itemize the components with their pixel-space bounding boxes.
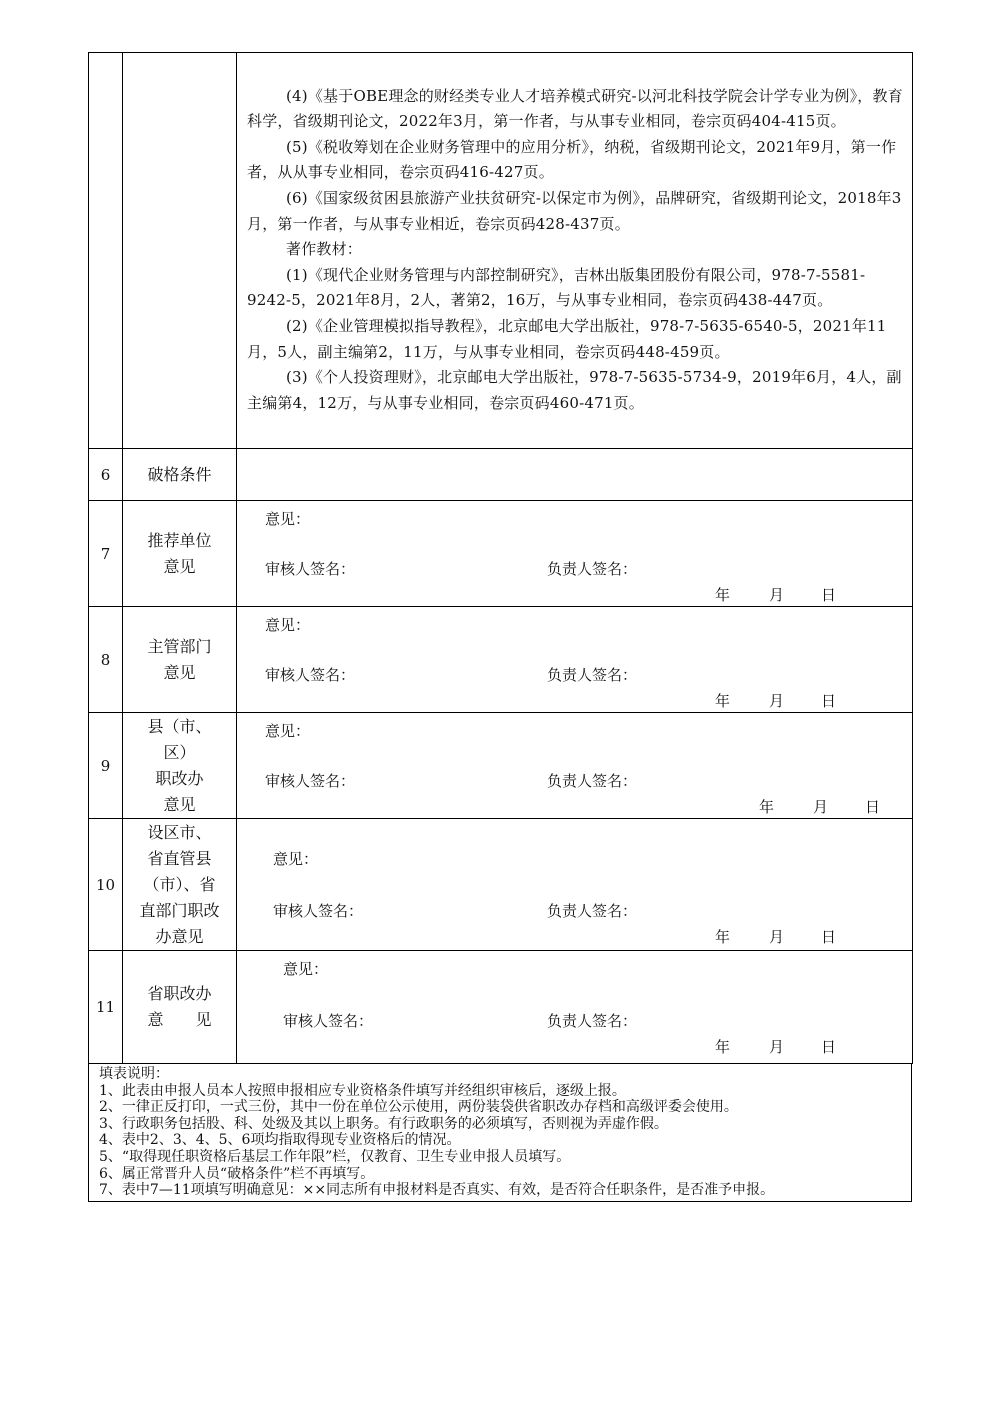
form-table (88, 52, 913, 1064)
row-label-provincial-office: 省职改办 意 见 (123, 951, 237, 1064)
opinion-label: 意见： (283, 959, 329, 978)
leader-signature-label: 负责人签名： (547, 901, 638, 920)
date-year: 年 (715, 1037, 731, 1056)
leader-signature-label: 负责人签名： (547, 771, 638, 790)
opinion-cell[interactable] (237, 713, 913, 819)
note-item: 7、表中7—11项填写明确意见：××同志所有申报材料是否真实、有效，是否符合任职条件，是否准予申报。 (99, 1182, 775, 1199)
opinion-label: 意见： (265, 509, 311, 528)
row-number: 9 (89, 713, 123, 819)
row-label-recommender: 推荐单位 意见 (123, 501, 237, 607)
row-8 (89, 607, 913, 713)
row-number: 8 (89, 607, 123, 713)
publications-cell (237, 53, 913, 449)
row-label-blank (123, 53, 237, 449)
date-year: 年 (715, 585, 731, 604)
reviewer-signature-label: 审核人签名： (265, 771, 356, 790)
opinion-label: 意见： (273, 849, 319, 868)
note-item: 1、此表由申报人员本人按照申报相应专业资格条件填写并经组织审核后，逐级上报。 (99, 1082, 626, 1099)
row-label-exception: 破格条件 (123, 449, 237, 501)
note-item: 2、一律正反打印，一式三份，其中一份在单位公示使用，两份装袋供省职改办存档和高级评委会使用。 (99, 1099, 738, 1116)
leader-signature-label: 负责人签名： (547, 559, 638, 578)
leader-signature-label: 负责人签名： (547, 1011, 638, 1030)
note-item: 5、“取得现任职资格后基层工作年限”栏，仅教育、卫生专业申报人员填写。 (99, 1148, 571, 1165)
date-year: 年 (715, 927, 731, 946)
opinion-cell[interactable] (237, 819, 913, 951)
date-day: 日 (865, 797, 881, 816)
publication-item: (6)《国家级贫困县旅游产业扶贫研究-以保定市为例》，品牌研究，省级期刊论文，2018年3月，第一作者，与从事专业相近，卷宗页码428-437页。 (247, 189, 902, 233)
date-day: 日 (821, 1037, 837, 1056)
row-number: 6 (89, 449, 123, 501)
row-11 (89, 951, 913, 1064)
opinion-cell[interactable] (237, 501, 913, 607)
application-form (88, 52, 912, 1202)
row-number: 10 (89, 819, 123, 951)
leader-signature-label: 负责人签名： (547, 665, 638, 684)
opinion-label: 意见： (265, 615, 311, 634)
exception-conditions-cell[interactable] (237, 449, 913, 501)
date-month: 月 (769, 691, 785, 710)
date-day: 日 (821, 691, 837, 710)
date-day: 日 (821, 585, 837, 604)
publication-item: (4)《基于OBE理念的财经类专业人才培养模式研究-以河北科技学院会计学专业为例》，教育科学，省级期刊论文，2022年3月，第一作者，与从事专业相同，卷宗页码404-415页。 (247, 86, 903, 131)
row-label-authority: 主管部门 意见 (123, 607, 237, 713)
reviewer-signature-label: 审核人签名： (265, 665, 356, 684)
note-item: 3、行政职务包括股、科、处级及其以上职务。有行政职务的必须填写，否则视为弄虚作假。 (99, 1115, 668, 1132)
reviewer-signature-label: 审核人签名： (273, 901, 364, 920)
note-item: 4、表中2、3、4、5、6项均指取得现专业资格后的情况。 (99, 1132, 461, 1149)
row-9 (89, 713, 913, 819)
reviewer-signature-label: 审核人签名： (283, 1011, 374, 1030)
books-heading: 著作教材： (286, 240, 363, 259)
date-day: 日 (821, 927, 837, 946)
row-10 (89, 819, 913, 951)
publications-row (89, 53, 913, 449)
book-item: (3)《个人投资理财》，北京邮电大学出版社，978-7-5635-5734-9，2019年6月，4人，副主编第4，12万，与从事专业相同，卷宗页码460-471页。 (247, 368, 902, 412)
opinion-cell[interactable] (237, 951, 913, 1064)
date-year: 年 (759, 797, 775, 816)
row-number: 11 (89, 951, 123, 1064)
row-7 (89, 501, 913, 607)
opinion-cell[interactable] (237, 607, 913, 713)
publications-list (237, 82, 912, 420)
row-6 (89, 449, 913, 501)
row-number: 7 (89, 501, 123, 607)
note-item: 6、属正常晋升人员“破格条件”栏不再填写。 (99, 1165, 375, 1182)
opinion-label: 意见： (265, 721, 311, 740)
publication-item: (5)《税收筹划在企业财务管理中的应用分析》，纳税，省级期刊论文，2021年9月，第一作者，从从事专业相同，卷宗页码416-427页。 (247, 137, 897, 182)
reviewer-signature-label: 审核人签名： (265, 559, 356, 578)
book-item: (1)《现代企业财务管理与内部控制研究》，吉林出版集团股份有限公司，978-7-5581-9242-5，2021年8月，2人，著第2，16万，与从事专业相同，卷宗页码438-447页。 (247, 265, 866, 310)
notes-title: 填表说明： (99, 1066, 169, 1082)
date-year: 年 (715, 691, 731, 710)
row-label-county-office: 县（市、 区） 职改办 意见 (123, 713, 237, 819)
date-month: 月 (769, 1037, 785, 1056)
book-item: (2)《企业管理模拟指导教程》，北京邮电大学出版社，978-7-5635-6540-5，2021年11月，5人，副主编第2，11万，与从事专业相同，卷宗页码448-459页。 (247, 316, 887, 361)
filling-instructions (88, 1064, 912, 1202)
row-label-city-office: 设区市、 省直管县 （市）、省 直部门职改 办意见 (123, 819, 237, 951)
date-month: 月 (769, 585, 785, 604)
row-number-blank (89, 53, 123, 449)
date-month: 月 (813, 797, 829, 816)
date-month: 月 (769, 927, 785, 946)
